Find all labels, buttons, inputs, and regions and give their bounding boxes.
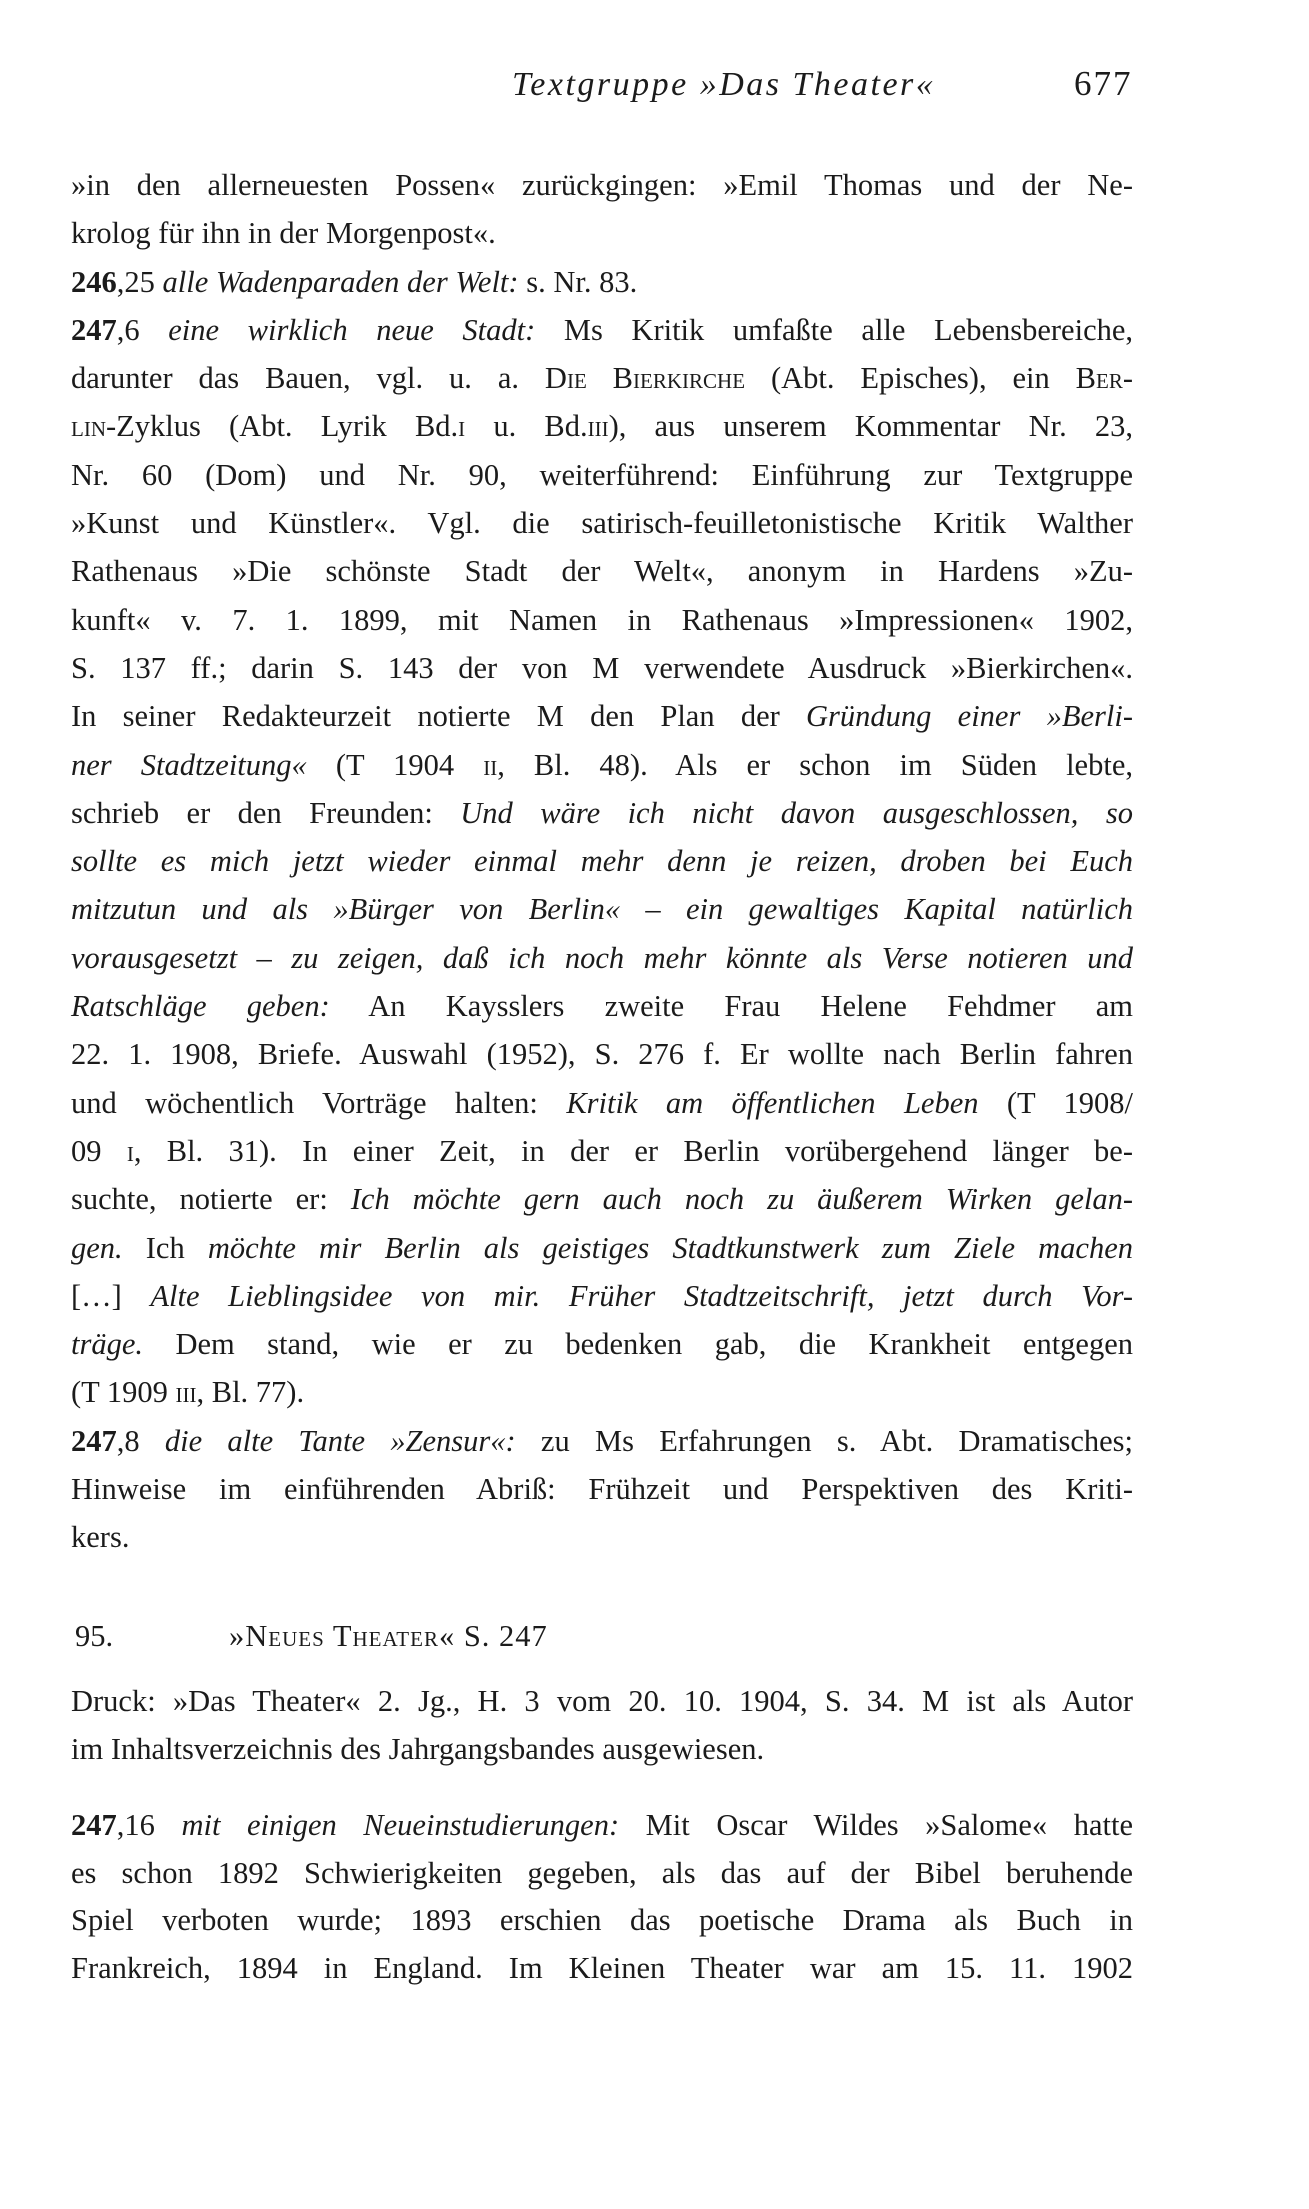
text-segment: Die Bierkirche [544,361,746,396]
quoted-lemma: Ratschläge geben: [71,989,330,1024]
text-segment: In seiner Redakteurzeit notierte M den Plan der [71,699,807,734]
text-segment: darunter das Bauen, vgl. u. a. [71,361,545,396]
quoted-lemma: träge. [71,1327,144,1362]
entry-number: 95. [75,1619,114,1653]
text-line [71,1417,1133,1465]
text-line [71,1850,1133,1898]
line-reference: 247 [71,1423,117,1458]
text-segment: Frankreich, 1894 in England. Im Kleinen Theater war am 15. 11. 1902 [71,1950,1133,1985]
text-segment: und wöchentlich Vorträge halten: [71,1085,567,1120]
text-segment: »in den allerneuesten Possen« zurückgingen: »Emil Thomas und der Ne- [71,168,1133,202]
text-line [71,934,1133,982]
text-line [71,451,1133,499]
commentary-block-entry-95 [71,1802,1133,1992]
text-line [71,1465,1133,1513]
text-line [71,1320,1133,1368]
text-segment: (T 1904 [306,747,484,782]
text-line [71,982,1133,1030]
text-line [71,1224,1133,1272]
text-segment: , Bl. 77). [196,1375,305,1410]
text-segment: krolog für ihn in der Morgenpost«. [71,216,496,251]
text-line [71,1175,1133,1223]
text-segment: 22. 1. 1908, Briefe. Auswahl (1952), S. 276 f. Er wollte nach Berlin fahren [71,1037,1133,1072]
quoted-lemma: möchte mir Berlin als geistiges Stadtkunstwerk zum Ziele machen [207,1230,1133,1265]
text-line [71,692,1133,740]
quoted-lemma: sollte es mich jetzt wieder einmal mehr denn je reizen, droben bei Euch [71,844,1133,879]
entry-heading [71,1612,1133,1660]
text-segment: iii [587,409,609,444]
text-segment: zu Ms Erfahrungen s. Abt. Dramatisches; [515,1423,1134,1458]
text-line [71,1127,1133,1175]
text-segment: u. Bd. [465,409,588,444]
text-line [71,1802,1133,1850]
text-line [71,1079,1133,1127]
quoted-lemma: eine wirklich neue Stadt: [168,312,536,347]
text-segment: Hinweise im einführenden Abriß: Frühzeit und Perspektiven des Kriti- [71,1472,1133,1507]
text-line [71,354,1133,402]
text-line [71,885,1133,933]
text-segment: ,25 [116,264,163,299]
text-segment: , Bl. 31). In einer Zeit, in der er Berlin vorübergehend länger be- [133,1133,1134,1168]
text-line [71,1945,1133,1993]
entry-title: »Neues Theater« S. 247 [229,1619,548,1653]
text-segment: suchte, notierte er: [71,1182,351,1217]
text-segment: Spiel verboten wurde; 1893 erschien das poetische Drama als Buch in [71,1903,1133,1937]
text-segment: es schon 1892 Schwierigkeiten gegeben, als das auf der Bibel beruhende [71,1855,1133,1890]
text-line [71,596,1133,644]
text-segment: Rathenaus »Die schönste Stadt der Welt«, anonym in Hardens »Zu- [71,554,1133,589]
text-line [71,306,1133,354]
quoted-lemma: alle Wadenparaden der Welt: [162,264,519,299]
page-number: 677 [1074,64,1133,103]
text-segment: An Kaysslers zweite Frau Helene Fehdmer am [329,989,1133,1024]
text-segment: 09 [71,1133,127,1168]
text-segment: Ich [122,1230,208,1265]
text-segment: i [458,409,466,444]
quoted-lemma: Und wäre ich nicht davon ausgeschlossen, so [460,795,1133,830]
text-line [71,644,1133,692]
text-line [71,1272,1133,1320]
text-segment: s. Nr. 83. [518,264,638,299]
text-line [71,547,1133,595]
text-segment: […] [71,1278,151,1313]
text-segment: im Inhaltsverzeichnis des Jahrgangsbandes ausgewiesen. [71,1731,765,1766]
text-line [71,1513,1133,1561]
text-segment: ,6 [116,312,169,347]
text-segment: Ms Kritik umfaßte alle Lebensbereiche, [535,312,1134,347]
commentary-block-entry-94 [71,161,1133,1562]
text-segment: kers. [71,1520,130,1555]
text-segment: lin [71,409,106,444]
text-segment: (T 1909 [71,1375,176,1410]
text-line [71,741,1133,789]
text-segment: Ber- [1075,361,1134,396]
text-line [71,499,1133,547]
quoted-lemma: die alte Tante »Zensur«: [164,1423,516,1458]
running-head-title: Textgruppe »Das Theater« [512,66,936,103]
text-line [71,1897,1133,1945]
quoted-lemma: Alte Lieblingsidee von mir. Früher Stadtzeitschrift, jetzt durch Vor- [150,1278,1133,1313]
text-line [71,1030,1133,1078]
text-segment: (T 1908/ [978,1085,1133,1120]
quoted-lemma: vorausgesetzt – zu zeigen, daß ich noch mehr könnte als Verse notieren und [71,940,1133,975]
text-segment: Druck: »Das Theater« 2. Jg., H. 3 vom 20. 10. 1904, S. 34. M ist als Autor [71,1684,1133,1718]
text-line [71,258,1133,306]
text-segment: ii [483,747,498,782]
text-segment: ,8 [116,1423,165,1458]
text-segment: (Abt. Episches), ein [745,361,1076,396]
quoted-lemma: gen. [71,1230,123,1265]
text-segment: schrieb er den Freunden: [71,795,461,830]
quoted-lemma: ner Stadtzeitung« [71,747,307,782]
text-line [71,837,1133,885]
text-segment: S. 137 ff.; darin S. 143 der von M verwendete Ausdruck »Bierkirchen«. [71,650,1133,685]
line-reference: 247 [71,1808,117,1842]
line-reference: 246 [71,264,117,299]
text-line [71,1726,1133,1774]
text-segment: Mit Oscar Wildes »Salome« hatte [619,1808,1133,1842]
text-line [71,1678,1133,1726]
text-segment: -Zyklus (Abt. Lyrik Bd. [106,409,459,444]
text-segment: »Kunst und Künstler«. Vgl. die satirisch-feuilletonistische Kritik Walther [71,506,1133,541]
line-reference: 247 [71,312,117,347]
text-line [71,402,1133,450]
quoted-lemma: Ich möchte gern auch noch zu äußerem Wirken gelan- [350,1182,1133,1217]
text-segment: Nr. 60 (Dom) und Nr. 90, weiterführend: Einführung zur Textgruppe [71,457,1133,492]
quoted-lemma: Gründung einer »Berli- [806,699,1133,734]
text-segment: ), aus unserem Kommentar Nr. 23, [608,409,1134,444]
text-line [71,161,1133,209]
text-segment: ,16 [116,1808,182,1842]
text-line [71,1368,1133,1416]
text-line [71,789,1133,837]
print-source-note [71,1678,1133,1773]
quoted-lemma: mitzutun und als »Bürger von Berlin« – ein gewaltiges Kapital natürlich [71,892,1133,927]
text-line [71,209,1133,257]
text-segment: , Bl. 48). Als er schon im Süden lebte, [497,747,1133,782]
text-segment: Dem stand, wie er zu bedenken gab, die Krankheit entgegen [143,1327,1133,1362]
text-segment: i [126,1133,134,1168]
quoted-lemma: Kritik am öffentlichen Leben [566,1085,979,1120]
text-segment: iii [175,1375,197,1410]
quoted-lemma: mit einigen Neueinstudierungen: [181,1808,620,1842]
text-segment: kunft« v. 7. 1. 1899, mit Namen in Rathenaus »Impressionen« 1902, [71,602,1133,637]
